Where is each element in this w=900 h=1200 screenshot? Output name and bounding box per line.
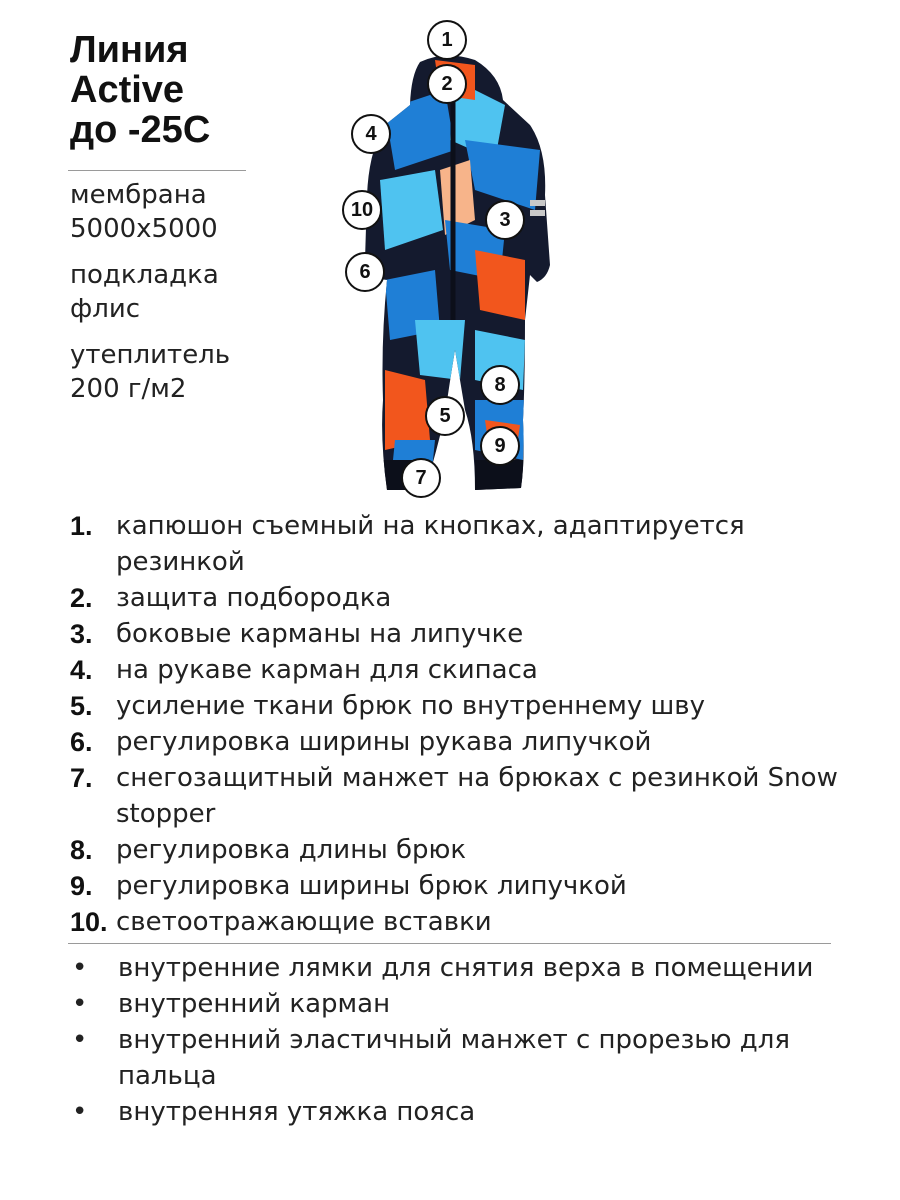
item-number: 7. bbox=[70, 763, 93, 793]
product-image bbox=[325, 20, 565, 500]
bullet-icon: • bbox=[72, 1097, 88, 1127]
spec-membrane bbox=[70, 178, 230, 246]
callout-5: 5 bbox=[425, 396, 465, 436]
item-number: 6. bbox=[70, 727, 93, 757]
list-item bbox=[70, 724, 840, 760]
bullet-icon: • bbox=[72, 953, 88, 983]
headline-line: до -25С bbox=[70, 109, 211, 151]
spec-value: 200 г/м2 bbox=[70, 374, 187, 404]
item-text: внутренние лямки для снятия верха в помещении bbox=[118, 953, 814, 983]
callout-1: 1 bbox=[427, 20, 467, 60]
list-item bbox=[70, 868, 840, 904]
list-item bbox=[70, 508, 840, 580]
spec-label: мембрана bbox=[70, 180, 207, 210]
headline-line: Линия bbox=[70, 29, 189, 71]
headline bbox=[70, 30, 210, 150]
item-text: внутренний эластичный манжет с прорезью для пальца bbox=[118, 1025, 791, 1091]
item-number: 9. bbox=[70, 871, 93, 901]
spec-lining bbox=[70, 258, 230, 326]
item-text: регулировка длины брюк bbox=[116, 835, 467, 865]
list-item bbox=[70, 760, 840, 832]
extras-list bbox=[70, 950, 840, 1130]
spec-value: флис bbox=[70, 294, 141, 324]
callout-10: 10 bbox=[342, 190, 382, 230]
callout-2: 2 bbox=[427, 64, 467, 104]
item-text: внутренняя утяжка пояса bbox=[118, 1097, 476, 1127]
callout-9: 9 bbox=[480, 426, 520, 466]
spec-label: подкладка bbox=[70, 260, 219, 290]
item-text: защита подбородка bbox=[116, 583, 392, 613]
list-item bbox=[70, 904, 840, 940]
list-item bbox=[70, 688, 840, 724]
item-number: 10. bbox=[70, 907, 108, 937]
list-item bbox=[70, 1094, 840, 1130]
item-text: боковые карманы на липучке bbox=[116, 619, 524, 649]
callout-4: 4 bbox=[351, 114, 391, 154]
item-number: 2. bbox=[70, 583, 93, 613]
list-item bbox=[70, 652, 840, 688]
item-text: регулировка ширины брюк липучкой bbox=[116, 871, 627, 901]
item-text: усиление ткани брюк по внутреннему шву bbox=[116, 691, 705, 721]
list-item bbox=[70, 986, 840, 1022]
divider bbox=[68, 170, 246, 171]
item-text: регулировка ширины рукава липучкой bbox=[116, 727, 652, 757]
bullet-icon: • bbox=[72, 1025, 88, 1055]
item-number: 3. bbox=[70, 619, 93, 649]
spec-label: утеплитель bbox=[70, 340, 231, 370]
item-text: снегозащитный манжет на брюках с резинкой Snow stopper bbox=[116, 763, 838, 829]
spec-value: 5000х5000 bbox=[70, 214, 218, 244]
item-text: на рукаве карман для скипаса bbox=[116, 655, 538, 685]
item-number: 1. bbox=[70, 511, 93, 541]
bullet-icon: • bbox=[72, 989, 88, 1019]
callout-6: 6 bbox=[345, 252, 385, 292]
callout-7: 7 bbox=[401, 458, 441, 498]
spec-insulation bbox=[70, 338, 230, 406]
list-item bbox=[70, 580, 840, 616]
list-item bbox=[70, 1022, 840, 1094]
specs-list bbox=[70, 178, 230, 418]
item-number: 8. bbox=[70, 835, 93, 865]
list-item bbox=[70, 832, 840, 868]
headline-line: Active bbox=[70, 69, 185, 111]
list-item bbox=[70, 616, 840, 652]
divider bbox=[68, 943, 831, 944]
callout-3: 3 bbox=[485, 200, 525, 240]
features-list bbox=[70, 508, 840, 940]
item-number: 4. bbox=[70, 655, 93, 685]
callout-8: 8 bbox=[480, 365, 520, 405]
item-text: светоотражающие вставки bbox=[116, 907, 492, 937]
item-text: капюшон съемный на кнопках, адаптируется резинкой bbox=[116, 511, 745, 577]
item-number: 5. bbox=[70, 691, 93, 721]
list-item bbox=[70, 950, 840, 986]
item-text: внутренний карман bbox=[118, 989, 391, 1019]
